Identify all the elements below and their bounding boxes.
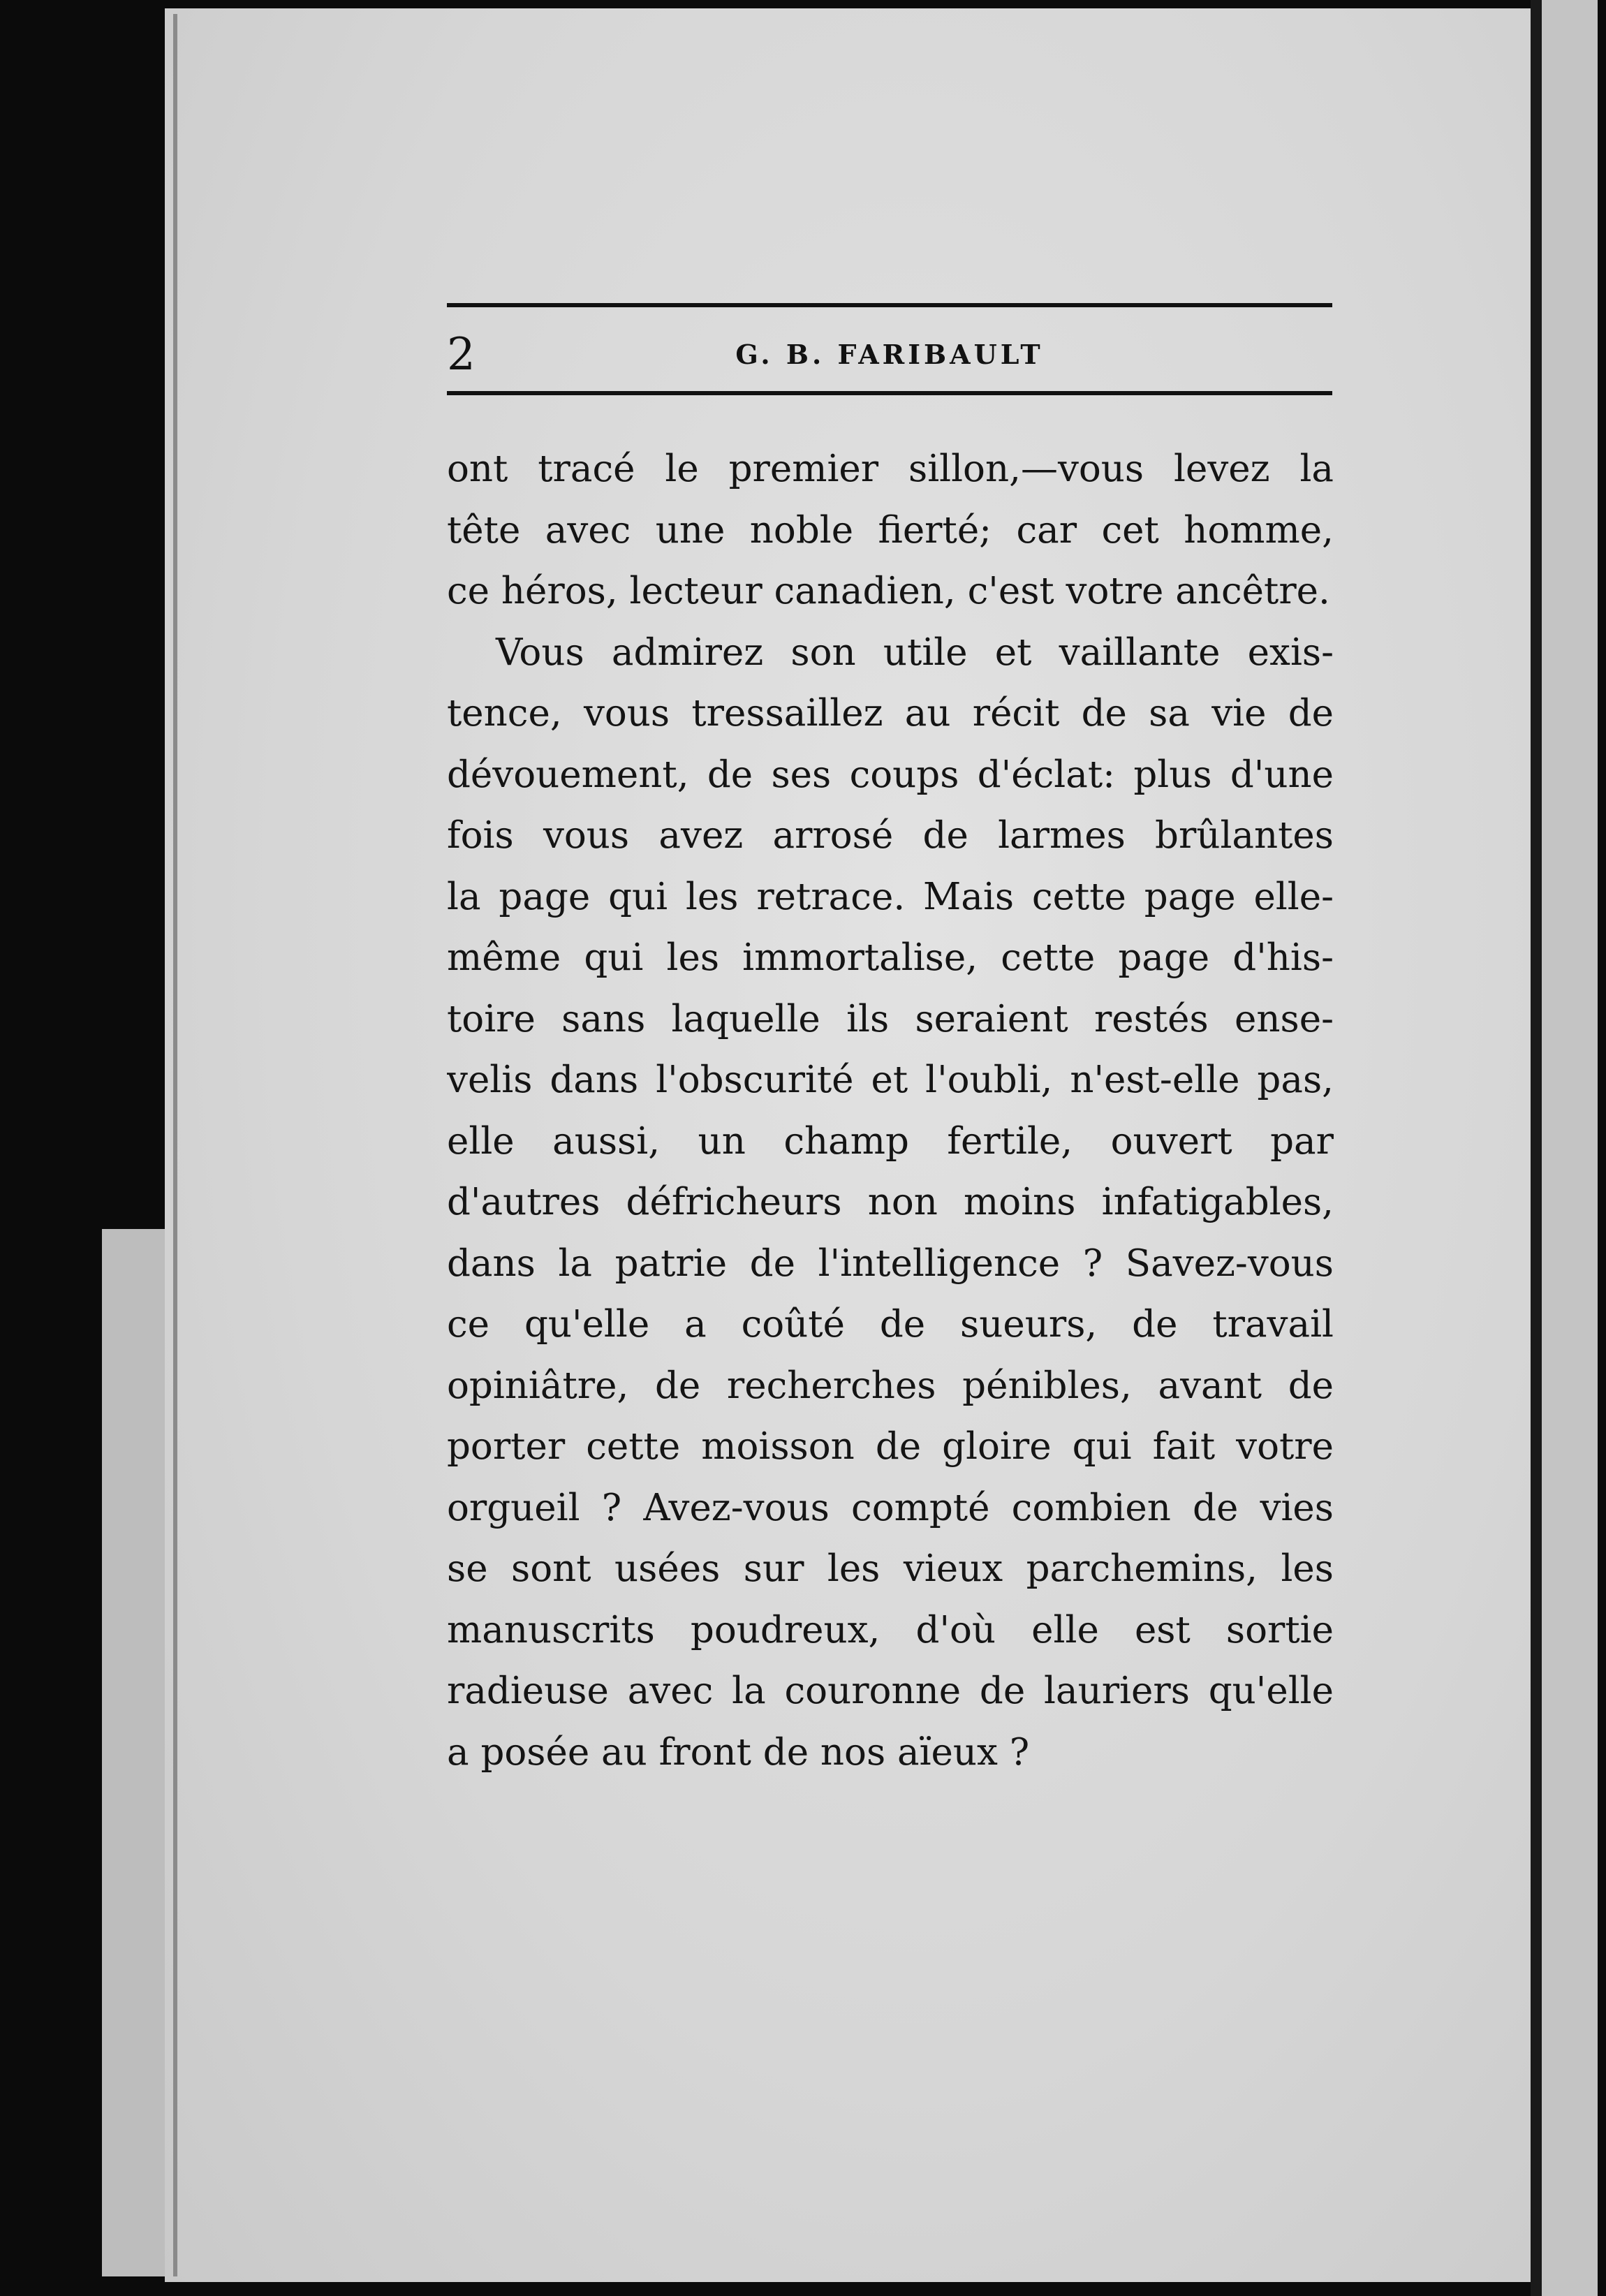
text-line: ce qu'elle a coûté de sueurs, de travail [447,1303,1334,1346]
page-gutter [1531,0,1542,2296]
torn-page-edge [102,1229,169,2276]
text-line: tence, vous tressaillez au récit de sa vie de [447,692,1334,735]
text-line: dévouement, de ses coups d'éclat: plus d'une [447,753,1334,796]
text-line: tête avec une noble fierté; car cet homme, [447,508,1334,552]
text-line: se sont usées sur les vieux parchemins, les [447,1547,1334,1590]
text-line: manuscrits poudreux, d'où elle est sortie [447,1608,1334,1651]
text-line: porter cette moisson de gloire qui fait votre [447,1425,1334,1468]
text-line: orgueil ? Avez-vous compté combien de vies [447,1486,1334,1529]
page-left-edge [173,14,177,2276]
text-line: velis dans l'obscurité et l'oubli, n'est-elle pas, [447,1059,1334,1101]
text-line: opiniâtre, de recherches pénibles, avant de [447,1364,1334,1407]
running-head: G. B. FARIBAULT [735,339,1044,370]
text-line: Vous admirez son utile et vaillante exis- [496,631,1334,674]
text-line: toire sans laquelle ils seraient restés ense- [447,997,1334,1040]
body-text [447,439,1334,1783]
text-line: d'autres défricheurs non moins infatigables, [447,1181,1334,1223]
text-line: radieuse avec la couronne de lauriers qu'elle [447,1670,1334,1712]
adjacent-page-sliver [1542,0,1598,2296]
text-line: ont tracé le premier sillon,—vous levez la [447,448,1334,490]
text-line: fois vous avez arrosé de larmes brûlantes [447,814,1334,857]
header-rule-top [447,303,1332,307]
text-line: ce héros, lecteur canadien, c'est votre ancêtre. [447,570,1330,612]
text-line: elle aussi, un champ fertile, ouvert par [447,1119,1334,1163]
page-header [447,327,1332,383]
text-line: dans la patrie de l'intelligence ? Savez-vous [447,1242,1334,1285]
text-line: même qui les immortalise, cette page d'his- [447,936,1334,979]
text-line: a posée au front de nos aïeux ? [447,1730,1030,1774]
header-rule-bottom [447,391,1332,395]
page-number: 2 [447,329,476,381]
text-line: la page qui les retrace. Mais cette page elle- [447,875,1334,918]
